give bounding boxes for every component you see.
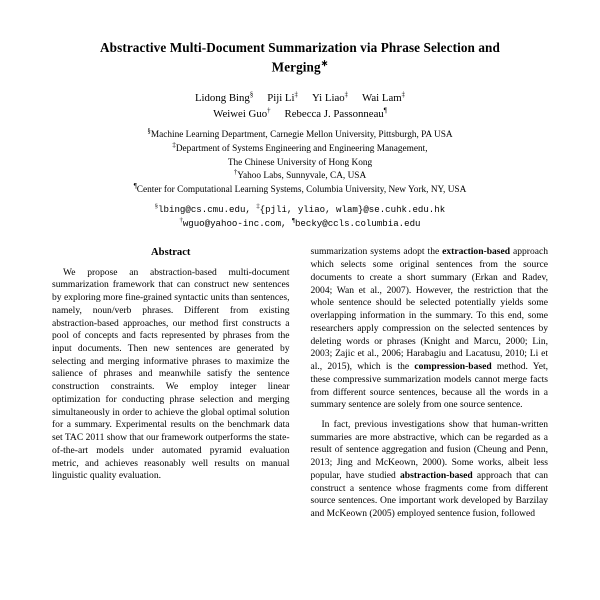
- author-row-2: [52, 106, 548, 122]
- email-marker: ¶: [291, 216, 295, 224]
- right-column: [311, 246, 549, 520]
- author: Yi Liao‡: [311, 91, 349, 104]
- affil-marker: §: [147, 127, 151, 135]
- email-address: becky@ccls.columbia.edu: [294, 217, 421, 229]
- affiliation-list: [52, 129, 548, 198]
- left-column: [52, 246, 290, 520]
- author-list: [52, 90, 548, 122]
- author-affil-marker: ‡: [344, 91, 349, 99]
- author-row-1: [52, 90, 548, 106]
- author-affil-marker: †: [267, 107, 271, 115]
- email-marker: †: [179, 216, 183, 224]
- author: Lidong Bing§: [194, 91, 254, 104]
- email-line: [52, 217, 548, 231]
- abstract-paragraph: We propose an abstraction-based multi-document summarization framework that can construct new sentences by exploring more fine-grained syntactic units than sentences, namely, noun/verb phrases. Different from existing abstraction-based approaches, our method first constructs a pool of concepts and facts represented by phrases from the input documents. Then new sentences are generated by selecting and merging informative phrases to maximize the salience of phrases and meanwhile satisfy the sentence construction constraints. We employ integer linear optimization for conducting phrase selection and merging simultaneously in order to achieve the global optimal solution for a summary. Experimental results on the benchmark data set TAC 2011 show that our framework outperforms the state-of-the-art models under automated pyramid evaluation metric, and achieves reasonably well results on manual linguistic quality evaluation.: [52, 266, 290, 482]
- author-affil-marker: ‡: [294, 91, 298, 99]
- author: Wai Lam‡: [362, 91, 406, 104]
- affiliation-line: ‡Department of Systems Engineering and Engineering Management,: [172, 141, 428, 154]
- title-footnote-marker: ∗: [320, 58, 329, 69]
- email-address: lbing@cs.cmu.edu,: [158, 203, 251, 215]
- body-columns: [52, 246, 548, 520]
- author-affil-marker: ¶: [383, 107, 387, 115]
- affil-marker: †: [233, 169, 238, 177]
- abstract-heading: Abstract: [151, 247, 191, 259]
- email-list: [52, 203, 548, 231]
- affiliation-line: ¶Center for Computational Learning Systems, Columbia University, New York, NY, USA: [133, 182, 467, 196]
- title-line-2: Merging: [271, 59, 321, 75]
- author: Rebecca J. Passonneau¶: [284, 107, 387, 120]
- affiliation-line: The Chinese University of Hong Kong: [227, 157, 373, 168]
- page-title: [60, 38, 540, 77]
- email-address: wguo@yahoo-inc.com,: [182, 217, 287, 229]
- author-affil-marker: ‡: [401, 91, 406, 99]
- body-paragraph: summarization systems adopt the extraction-based approach which selects some original sentences from the source documents to create a short summary (Erkan and Radev, 2004; Wan et al., 2007). However, the restriction that the whole sentence should be selected potentially yields some overlapping information in the summary. To this end, some researchers apply compression on the selected sentences by deleting words or phrases (Knight and Marcu, 2000; Lin, 2003; Zajic et al., 2006; Harabagiu and Lacatusu, 2010; Li et al., 2015), which is the compression-based method. Yet, these compressive summarization models cannot merge facts from different source sentences, because all the words in a summary sentence are solely from one source sentence.: [310, 246, 548, 411]
- affil-marker: ¶: [133, 182, 137, 190]
- email-address: {pjli, yliao, wlam}@se.cuhk.edu.hk: [259, 203, 446, 215]
- title-line-1: Abstractive Multi-Document Summarization via Phrase Selection and: [100, 40, 500, 55]
- affil-marker: ‡: [172, 141, 176, 149]
- author-affil-marker: §: [249, 91, 254, 99]
- author: Piji Li‡: [267, 91, 298, 104]
- email-line: [52, 203, 548, 217]
- author: Weiwei Guo†: [213, 107, 271, 120]
- email-marker: §: [154, 202, 159, 210]
- affiliation-line: §Machine Learning Department, Carnegie Mellon University, Pittsburgh, PA USA: [147, 127, 453, 141]
- affiliation-line: †Yahoo Labs, Sunnyvale, CA, USA: [233, 169, 367, 182]
- body-paragraph: In fact, previous investigations show that human-written summaries are more abstractive, which can be regarded as a result of sentence aggregation and fusion (Cheung and Penn, 2013; Jing and McKeown, 2000). Some works, albeit less popular, have studied abstraction-based approach that can construct a sentence whose fragments come from different source sentences. One important work developed by Barzilay and McKeown (2005) employed sentence fusion, followed: [310, 418, 548, 520]
- email-marker: ‡: [256, 202, 260, 210]
